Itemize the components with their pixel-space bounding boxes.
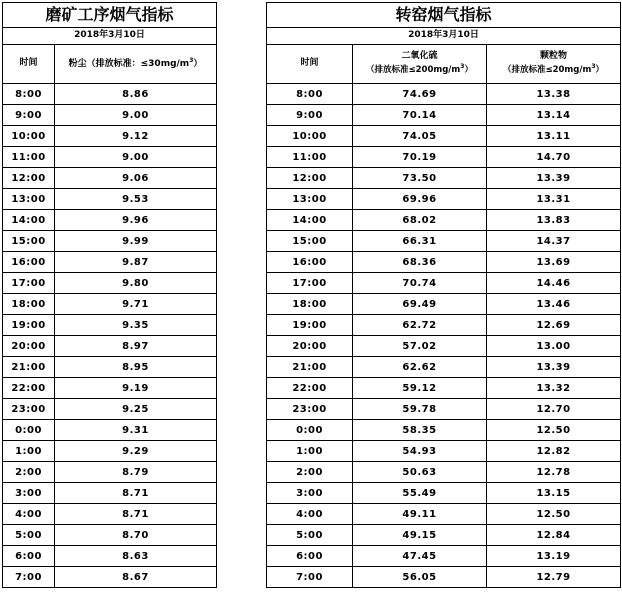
so2-value-cell: 70.14 <box>353 105 487 126</box>
table-row <box>3 126 217 147</box>
dust-value-cell: 9.71 <box>55 294 217 315</box>
so2-value-cell: 54.93 <box>353 441 487 462</box>
so2-value-cell: 69.96 <box>353 189 487 210</box>
table-row <box>3 462 217 483</box>
so2-value-cell: 57.02 <box>353 336 487 357</box>
table-row <box>3 378 217 399</box>
pm-value-cell: 13.19 <box>487 546 621 567</box>
pm-value-cell: 13.46 <box>487 294 621 315</box>
time-cell: 2:00 <box>267 462 353 483</box>
pm-standard-text: （排放标准≤20mg/m <box>502 65 592 76</box>
dust-value-cell: 8.79 <box>55 462 217 483</box>
so2-standard-close: ） <box>464 65 473 76</box>
pm-value-cell: 12.69 <box>487 315 621 336</box>
dust-value-cell: 9.99 <box>55 231 217 252</box>
pm-value-cell: 13.31 <box>487 189 621 210</box>
time-cell: 20:00 <box>267 336 353 357</box>
dust-label: 粉尘 <box>68 59 87 70</box>
grinding-table-date: 2018年3月10日 <box>3 28 217 45</box>
time-cell: 22:00 <box>267 378 353 399</box>
table-row <box>3 231 217 252</box>
dust-value-cell: 9.35 <box>55 315 217 336</box>
table-row <box>267 189 621 210</box>
dust-value-cell: 9.80 <box>55 273 217 294</box>
pm-value-cell: 13.39 <box>487 168 621 189</box>
pm-value-cell: 13.15 <box>487 483 621 504</box>
kiln-so2-header <box>353 45 487 84</box>
table-row <box>267 546 621 567</box>
grinding-table-body <box>3 3 217 588</box>
time-cell: 8:00 <box>3 84 55 105</box>
table-row <box>3 294 217 315</box>
table-row <box>3 399 217 420</box>
time-cell: 20:00 <box>3 336 55 357</box>
table-row <box>267 441 621 462</box>
time-cell: 3:00 <box>3 483 55 504</box>
table-row <box>267 336 621 357</box>
table-row <box>3 315 217 336</box>
table-row <box>3 189 217 210</box>
so2-value-cell: 73.50 <box>353 168 487 189</box>
so2-value-cell: 69.49 <box>353 294 487 315</box>
table-row <box>267 357 621 378</box>
so2-value-cell: 74.69 <box>353 84 487 105</box>
so2-label: 二氧化硫 <box>401 51 438 62</box>
table-row <box>3 483 217 504</box>
so2-value-cell: 66.31 <box>353 231 487 252</box>
time-cell: 5:00 <box>3 525 55 546</box>
table-row <box>267 567 621 588</box>
pm-value-cell: 13.83 <box>487 210 621 231</box>
pm-value-cell: 12.50 <box>487 504 621 525</box>
dust-standard-exponent: 3 <box>189 57 194 65</box>
kiln-table-body <box>267 3 621 588</box>
time-cell: 10:00 <box>267 126 353 147</box>
so2-value-cell: 70.74 <box>353 273 487 294</box>
time-cell: 9:00 <box>267 105 353 126</box>
table-row <box>3 336 217 357</box>
time-cell: 19:00 <box>3 315 55 336</box>
time-cell: 6:00 <box>267 546 353 567</box>
so2-value-cell: 55.49 <box>353 483 487 504</box>
so2-value-cell: 59.78 <box>353 399 487 420</box>
pm-value-cell: 13.00 <box>487 336 621 357</box>
table-row <box>267 399 621 420</box>
table-row <box>267 483 621 504</box>
dust-value-cell: 9.12 <box>55 126 217 147</box>
time-cell: 9:00 <box>3 105 55 126</box>
dust-value-cell: 8.71 <box>55 504 217 525</box>
grinding-date-row <box>3 28 217 45</box>
pm-value-cell: 13.69 <box>487 252 621 273</box>
pm-value-cell: 12.70 <box>487 399 621 420</box>
time-cell: 7:00 <box>267 567 353 588</box>
so2-value-cell: 50.63 <box>353 462 487 483</box>
time-cell: 11:00 <box>267 147 353 168</box>
time-cell: 14:00 <box>267 210 353 231</box>
dust-value-cell: 8.71 <box>55 483 217 504</box>
kiln-date-row <box>267 28 621 45</box>
time-cell: 19:00 <box>267 315 353 336</box>
table-row <box>3 105 217 126</box>
pm-value-cell: 13.38 <box>487 84 621 105</box>
dust-value-cell: 9.19 <box>55 378 217 399</box>
time-cell: 15:00 <box>267 231 353 252</box>
table-row <box>267 252 621 273</box>
so2-value-cell: 49.11 <box>353 504 487 525</box>
so2-value-cell: 62.62 <box>353 357 487 378</box>
so2-value-cell: 49.15 <box>353 525 487 546</box>
pm-standard-close: ） <box>595 65 605 76</box>
dust-value-cell: 8.86 <box>55 84 217 105</box>
time-cell: 14:00 <box>3 210 55 231</box>
table-row <box>267 525 621 546</box>
table-row <box>267 462 621 483</box>
table-row <box>3 252 217 273</box>
time-cell: 7:00 <box>3 567 55 588</box>
grinding-title-row <box>3 3 217 28</box>
table-row <box>267 294 621 315</box>
time-cell: 23:00 <box>267 399 353 420</box>
time-cell: 0:00 <box>267 420 353 441</box>
dust-value-cell: 8.67 <box>55 567 217 588</box>
time-cell: 12:00 <box>3 168 55 189</box>
pm-value-cell: 13.11 <box>487 126 621 147</box>
table-row <box>3 441 217 462</box>
so2-value-cell: 70.19 <box>353 147 487 168</box>
kiln-table-date: 2018年3月10日 <box>267 28 621 45</box>
time-cell: 16:00 <box>3 252 55 273</box>
kiln-header-row <box>267 45 621 84</box>
time-cell: 13:00 <box>267 189 353 210</box>
time-cell: 18:00 <box>3 294 55 315</box>
kiln-title-row <box>267 3 621 28</box>
grinding-time-header: 时间 <box>3 45 55 84</box>
dust-value-cell: 9.53 <box>55 189 217 210</box>
time-cell: 17:00 <box>267 273 353 294</box>
time-cell: 21:00 <box>267 357 353 378</box>
time-cell: 17:00 <box>3 273 55 294</box>
pm-value-cell: 12.50 <box>487 420 621 441</box>
table-row <box>3 357 217 378</box>
table-row <box>267 420 621 441</box>
dust-value-cell: 9.00 <box>55 147 217 168</box>
time-cell: 18:00 <box>267 294 353 315</box>
pm-value-cell: 12.84 <box>487 525 621 546</box>
time-cell: 22:00 <box>3 378 55 399</box>
dust-value-cell: 9.06 <box>55 168 217 189</box>
kiln-pm-header <box>487 45 621 84</box>
so2-value-cell: 59.12 <box>353 378 487 399</box>
time-cell: 15:00 <box>3 231 55 252</box>
time-cell: 21:00 <box>3 357 55 378</box>
pm-value-cell: 12.79 <box>487 567 621 588</box>
time-cell: 11:00 <box>3 147 55 168</box>
dust-value-cell: 9.31 <box>55 420 217 441</box>
grinding-header-row <box>3 45 217 84</box>
table-row <box>267 105 621 126</box>
table-row <box>3 567 217 588</box>
table-row <box>3 147 217 168</box>
so2-value-cell: 58.35 <box>353 420 487 441</box>
pm-value-cell: 12.82 <box>487 441 621 462</box>
so2-value-cell: 68.02 <box>353 210 487 231</box>
dust-value-cell: 8.95 <box>55 357 217 378</box>
table-row <box>3 168 217 189</box>
dust-value-cell: 9.96 <box>55 210 217 231</box>
table-row <box>267 231 621 252</box>
table-row <box>3 546 217 567</box>
kiln-emissions-table <box>266 2 621 588</box>
table-row <box>267 273 621 294</box>
time-cell: 12:00 <box>267 168 353 189</box>
table-row <box>267 210 621 231</box>
dust-standard: （排放标准：≤30mg/m <box>86 59 190 70</box>
time-cell: 4:00 <box>3 504 55 525</box>
grinding-dust-header <box>55 45 217 84</box>
dust-standard-close: ） <box>193 59 203 70</box>
so2-standard-exponent: 3 <box>460 63 465 71</box>
table-row <box>3 525 217 546</box>
table-row <box>3 420 217 441</box>
so2-value-cell: 74.05 <box>353 126 487 147</box>
time-cell: 5:00 <box>267 525 353 546</box>
dust-value-cell: 9.25 <box>55 399 217 420</box>
time-cell: 16:00 <box>267 252 353 273</box>
time-cell: 4:00 <box>267 504 353 525</box>
table-row <box>267 126 621 147</box>
table-row <box>3 210 217 231</box>
table-row <box>267 315 621 336</box>
table-row <box>3 504 217 525</box>
table-row <box>267 504 621 525</box>
table-row <box>267 168 621 189</box>
pm-value-cell: 14.70 <box>487 147 621 168</box>
so2-value-cell: 62.72 <box>353 315 487 336</box>
so2-standard-text: （排放标准≤200mg/m <box>366 65 461 76</box>
time-cell: 10:00 <box>3 126 55 147</box>
time-cell: 8:00 <box>267 84 353 105</box>
pm-value-cell: 13.14 <box>487 105 621 126</box>
dust-value-cell: 8.63 <box>55 546 217 567</box>
dust-value-cell: 8.97 <box>55 336 217 357</box>
so2-standard <box>353 64 486 75</box>
table-row <box>3 273 217 294</box>
table-row <box>267 378 621 399</box>
kiln-table-title: 转窑烟气指标 <box>267 3 621 28</box>
table-row <box>267 147 621 168</box>
kiln-time-header: 时间 <box>267 45 353 84</box>
time-cell: 3:00 <box>267 483 353 504</box>
time-cell: 1:00 <box>267 441 353 462</box>
so2-value-cell: 56.05 <box>353 567 487 588</box>
pm-standard-exponent: 3 <box>591 63 596 71</box>
pm-value-cell: 14.37 <box>487 231 621 252</box>
pm-value-cell: 12.78 <box>487 462 621 483</box>
time-cell: 23:00 <box>3 399 55 420</box>
pm-value-cell: 14.46 <box>487 273 621 294</box>
grinding-table-title: 磨矿工序烟气指标 <box>3 3 217 28</box>
dust-value-cell: 9.87 <box>55 252 217 273</box>
so2-value-cell: 47.45 <box>353 546 487 567</box>
dust-value-cell: 8.70 <box>55 525 217 546</box>
pm-label: 颗粒物 <box>540 51 568 62</box>
table-row <box>3 84 217 105</box>
time-cell: 13:00 <box>3 189 55 210</box>
pm-standard <box>487 64 620 75</box>
time-cell: 6:00 <box>3 546 55 567</box>
table-row <box>267 84 621 105</box>
time-cell: 0:00 <box>3 420 55 441</box>
dust-value-cell: 9.00 <box>55 105 217 126</box>
grinding-emissions-table <box>2 2 217 588</box>
pm-value-cell: 13.32 <box>487 378 621 399</box>
pm-value-cell: 13.39 <box>487 357 621 378</box>
so2-value-cell: 68.36 <box>353 252 487 273</box>
time-cell: 1:00 <box>3 441 55 462</box>
dust-value-cell: 9.29 <box>55 441 217 462</box>
time-cell: 2:00 <box>3 462 55 483</box>
